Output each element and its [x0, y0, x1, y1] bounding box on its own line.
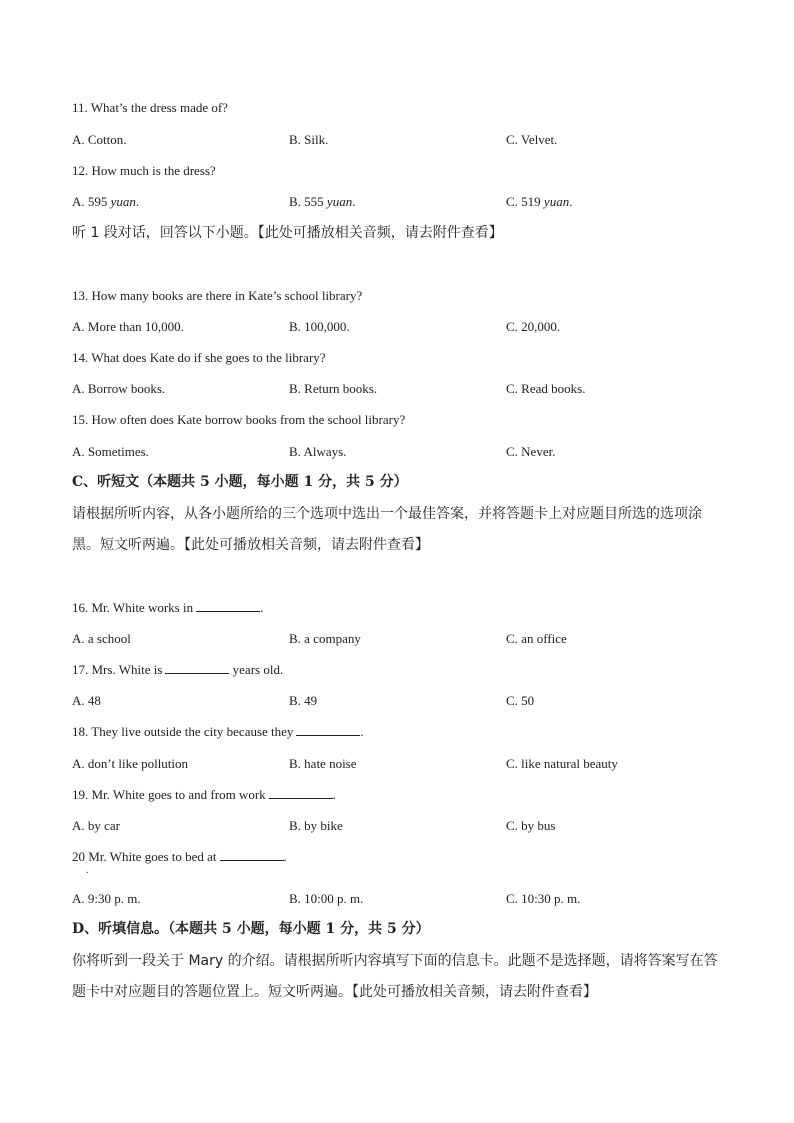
q11-option-c: C. Velvet. [506, 132, 558, 147]
q19-option-a: A. by car [72, 818, 121, 833]
q13-option-c: C. 20,000. [506, 319, 561, 334]
q17-option-a: A. 48 [72, 693, 101, 708]
q11-option-b: B. Silk. [289, 132, 329, 147]
q15-option-c: C. Never. [506, 444, 556, 459]
q20-option-c: C. 10:30 p. m. [506, 891, 581, 906]
answer-blank [269, 787, 333, 799]
q11-option-a: A. Cotton. [72, 132, 127, 147]
q18-option-b: B. hate noise [289, 756, 357, 771]
section-c-title: C、听短文（本题共 5 小题，每小题 1 分，共 5 分） [72, 474, 408, 490]
question-17: 17. Mrs. White is years old. [72, 662, 284, 677]
section-d-instruction-line2: 题卡中对应题目的答题位置上。短文听两遍。【此处可播放相关音频，请去附件查看】 [72, 984, 597, 1000]
q15-option-b: B. Always. [289, 444, 347, 459]
question-13: 13. How many books are there in Kate’s school library? [72, 288, 363, 303]
section-d-title: D、听填信息。（本题共 5 小题，每小题 1 分，共 5 分） [72, 921, 430, 937]
q20-option-b: B. 10:00 p. m. [289, 891, 364, 906]
answer-blank [220, 849, 284, 861]
answer-blank [296, 724, 360, 736]
question-19: 19. Mr. White goes to and from work . [72, 787, 336, 802]
q19-option-b: B. by bike [289, 818, 343, 833]
q14-option-a: A. Borrow books. [72, 381, 166, 396]
answer-blank [196, 600, 260, 612]
section-c-instruction-line2: 黑。短文听两遍。【此处可播放相关音频，请去附件查看】 [72, 537, 429, 553]
question-16: 16. Mr. White works in . [72, 600, 264, 615]
question-20: 20 Mr. White goes to bed at . [72, 849, 287, 864]
q12-option-a: A. 595 yuan. [72, 194, 140, 209]
answer-blank [165, 662, 229, 674]
q17-option-c: C. 50 [506, 693, 535, 708]
q19-option-c: C. by bus [506, 818, 556, 833]
q16-option-b: B. a company [289, 631, 361, 646]
q15-option-a: A. Sometimes. [72, 444, 149, 459]
q18-option-a: A. don’t like pollution [72, 756, 189, 771]
question-15: 15. How often does Kate borrow books from the school library? [72, 412, 406, 427]
question-12: 12. How much is the dress? [72, 163, 216, 178]
q17-option-b: B. 49 [289, 693, 318, 708]
question-14: 14. What does Kate do if she goes to the library? [72, 350, 326, 365]
q18-option-c: C. like natural beauty [506, 756, 618, 771]
q13-option-b: B. 100,000. [289, 319, 350, 334]
q13-option-a: A. More than 10,000. [72, 319, 184, 334]
question-18: 18. They live outside the city because they . [72, 724, 364, 739]
section-d-instruction-line1: 你将听到一段关于 Mary 的介绍。请根据所听内容填写下面的信息卡。此题不是选择题，请将答案写在答 [72, 953, 718, 969]
stray-dot: . [86, 865, 89, 876]
question-11: 11. What’s the dress made of? [72, 100, 228, 115]
q12-option-b: B. 555 yuan. [289, 194, 356, 209]
q20-option-a: A. 9:30 p. m. [72, 891, 141, 906]
section-c-instruction-line1: 请根据所听内容，从各小题所给的三个选项中选出一个最佳答案，并将答题卡上对应题目所选的选项涂 [72, 506, 702, 522]
q16-option-c: C. an office [506, 631, 567, 646]
dialog-instruction: 听 1 段对话，回答以下小题。【此处可播放相关音频，请去附件查看】 [72, 225, 503, 241]
q14-option-c: C. Read books. [506, 381, 586, 396]
q12-option-c: C. 519 yuan. [506, 194, 573, 209]
q14-option-b: B. Return books. [289, 381, 378, 396]
q16-option-a: A. a school [72, 631, 131, 646]
